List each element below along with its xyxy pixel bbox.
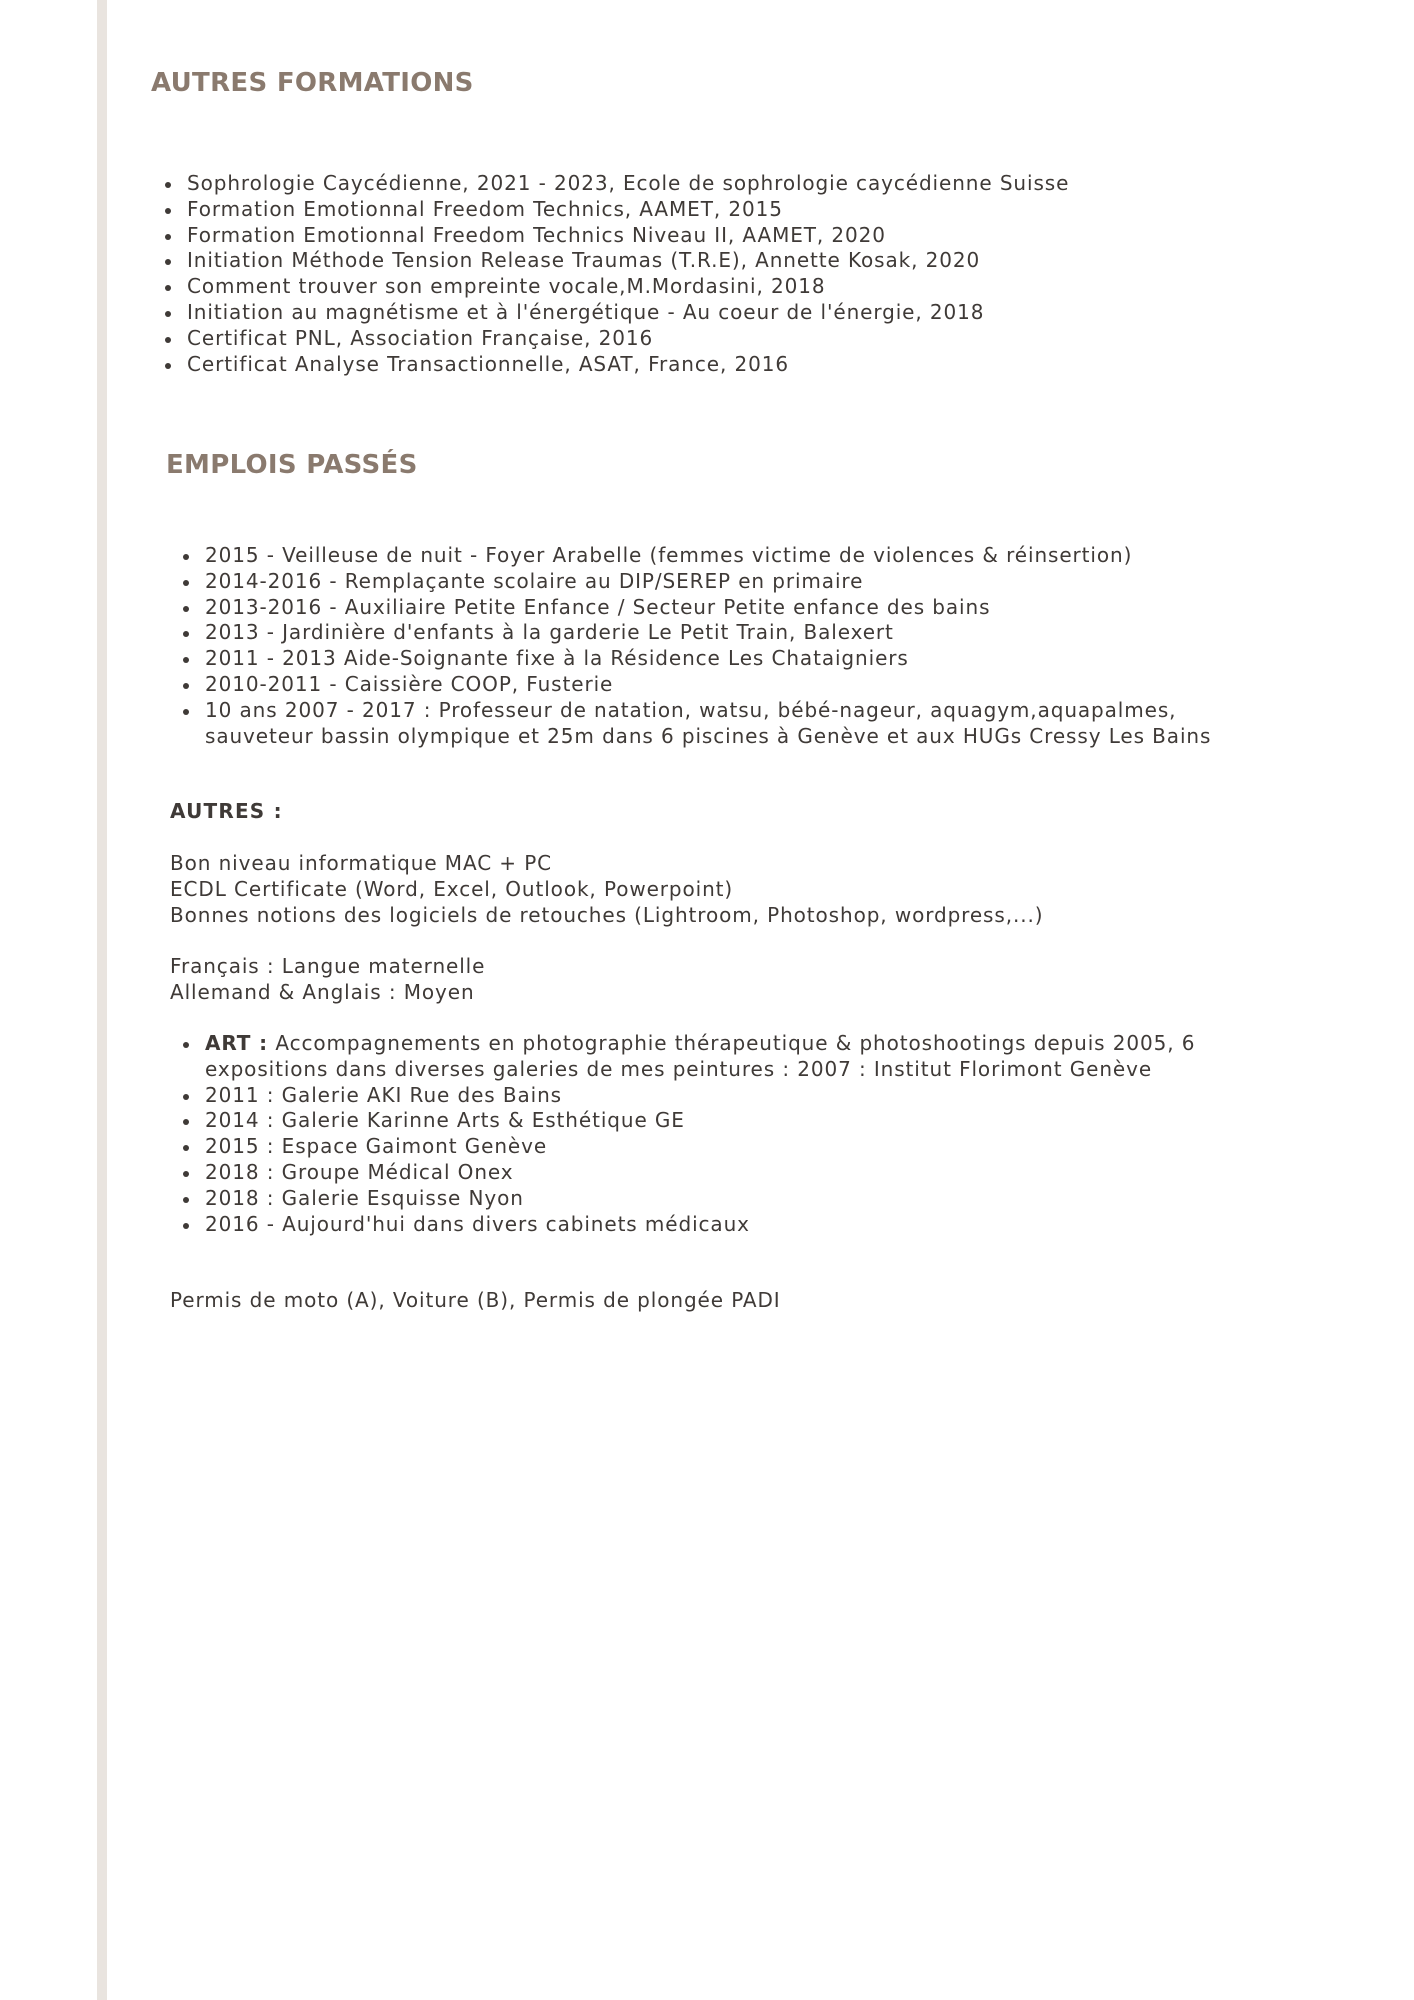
list-item: Initiation au magnétisme et à l'énergétique - Au coeur de l'énergie, 2018 <box>187 300 1069 326</box>
list-item: 2011 : Galerie AKI Rue des Bains <box>205 1083 1245 1109</box>
art-list <box>205 1031 1245 1237</box>
list-item: 2010-2011 - Caissière COOP, Fusterie <box>205 672 1245 698</box>
list-item: 2011 - 2013 Aide-Soignante fixe à la Résidence Les Chataigniers <box>205 646 1245 672</box>
art-text: Accompagnements en photographie thérapeutique & photoshootings depuis 2005, 6 expositions dans diverses galeries de mes peintures : 2007 : Institut Florimont Genève <box>205 1031 1196 1081</box>
info-line-ecdl: ECDL Certificate (Word, Excel, Outlook, Powerpoint) <box>170 877 734 901</box>
list-item: 2015 : Espace Gaimont Genève <box>205 1134 1245 1160</box>
list-item: Sophrologie Caycédienne, 2021 - 2023, Ecole de sophrologie caycédienne Suisse <box>187 171 1070 195</box>
list-item: Initiation Méthode Tension Release Traumas (T.R.E), Annette Kosak, 2020 <box>187 248 1069 274</box>
info-line-informatique: Bon niveau informatique MAC + PC <box>170 851 553 875</box>
list-item: 2013-2016 - Auxiliaire Petite Enfance / Secteur Petite enfance des bains <box>205 595 1245 621</box>
list-item: 2014 : Galerie Karinne Arts & Esthétique GE <box>205 1108 1245 1134</box>
list-item: 2018 : Galerie Esquisse Nyon <box>205 1186 1245 1212</box>
info-line-langues: Allemand & Anglais : Moyen <box>170 980 475 1004</box>
list-item: 2018 : Groupe Médical Onex <box>205 1160 1245 1186</box>
list-item: Formation Emotionnal Freedom Technics, AAMET, 2015 <box>187 197 1069 223</box>
list-item: 2014-2016 - Remplaçante scolaire au DIP/SEREP en primaire <box>205 569 1245 595</box>
list-item: 2015 - Veilleuse de nuit - Foyer Arabelle (femmes victime de violences & réinsertion) <box>205 543 1245 569</box>
list-item: Formation Emotionnal Freedom Technics Niveau II, AAMET, 2020 <box>187 223 1069 249</box>
art-label: ART : <box>205 1031 269 1055</box>
formations-list <box>187 171 1069 377</box>
section-title-formations: AUTRES FORMATIONS <box>151 68 474 98</box>
emplois-list <box>205 543 1245 749</box>
info-line-permis: Permis de moto (A), Voiture (B), Permis de plongée PADI <box>170 1288 781 1312</box>
list-item: Comment trouver son empreinte vocale,M.Mordasini, 2018 <box>187 274 1069 300</box>
section-title-emplois: EMPLOIS PASSÉS <box>166 450 418 480</box>
list-item-art <box>205 1031 1245 1083</box>
left-accent-bar <box>97 0 107 2000</box>
list-item: 2016 - Aujourd'hui dans divers cabinets médicaux <box>205 1212 1245 1238</box>
list-item: 2013 - Jardinière d'enfants à la garderie Le Petit Train, Balexert <box>205 620 1245 646</box>
list-item: 10 ans 2007 - 2017 : Professeur de natation, watsu, bébé-nageur, aquagym,aquapalmes, sauveteur bassin olympique et 25m dans 6 piscines à Genève et aux HUGs Cressy Les Bains <box>205 698 1245 750</box>
info-line-logiciels: Bonnes notions des logiciels de retouches (Lightroom, Photoshop, wordpress,...) <box>170 903 1044 927</box>
list-item: Certificat PNL, Association Française, 2016 <box>187 326 1069 352</box>
section-title-autres: AUTRES : <box>170 799 283 823</box>
info-line-langue-maternelle: Français : Langue maternelle <box>170 954 486 978</box>
list-item: Certificat Analyse Transactionnelle, ASAT, France, 2016 <box>187 352 1069 378</box>
